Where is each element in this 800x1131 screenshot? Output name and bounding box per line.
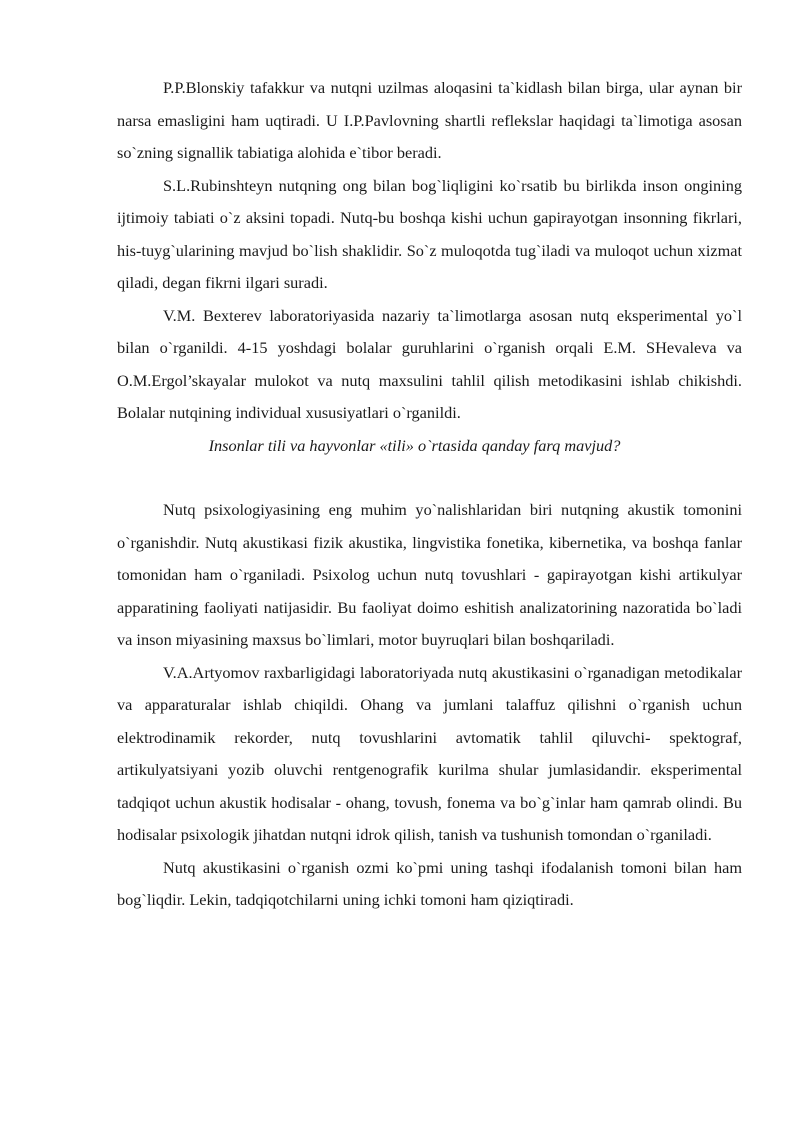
paragraph-blonskiy: P.P.Blonskiy tafakkur va nutqni uzilmas aloqasini ta`kidlash bilan birga, ular aynan bir narsa emasligini ham uqtiradi. U I.P.Pavlovning shartli reflekslar haqidagi ta`limotiga asosan so`zning signallik tabiatiga alohida e`tibor beradi.: [117, 78, 742, 162]
paragraph-artyomov: V.A.Artyomov raxbarligidagi laboratoriyada nutq akustikasini o`rganadigan metodikalar va apparaturalar ishlab chiqildi. Ohang va jumlani talaffuz qilishni o`rganish uchun elektrodinamik rekorder, nutq tovushlarini avtomatik tahlil qiluvchi- spektograf, artikulyatsiyani yozib oluvchi rentgenografik kurilma shular jumlasidandir. eksperimental tadqiqot uchun akustik hodisalar - ohang, tovush, fonema va bo`g`inlar ham qamrab olindi. Bu hodisalar psixologik jihatdan nutqni idrok qilish, tanish va tushunish tomondan o`rganiladi.: [117, 662, 742, 844]
paragraph-rubinshteyn: S.L.Rubinshteyn nutqning ong bilan bog`liqligini ko`rsatib bu birlikda inson ongining ijtimoiy tabiati o`z aksini topadi. Nutq-bu boshqa kishi uchun gapirayotgan insonning fikrlari, his-tuyg`ularining mavjud bo`lish shaklidir. So`z muloqotda tug`iladi va muloqot uchun xizmat qiladi, degan fikrni ilgari suradi.: [117, 175, 742, 292]
paragraph-ichki-tomoni: Nutq akustikasini o`rganish ozmi ko`pmi uning tashqi ifodalanish tomoni bilan ham bog`liqdir. Lekin, tadqiqotchilarni uning ichki tomoni ham qiziqtiradi.: [117, 857, 742, 909]
paragraph-bexterev: V.M. Bexterev laboratoriyasida nazariy ta`limotlarga asosan nutq eksperimental yo`l bilan o`rganildi. 4-15 yoshdagi bolalar guruhlarini o`rganish orqali E.M. SHevaleva va O.M.Ergol’skayalar mulokot va nutq maxsulini tahlil qilish metodikasini ishlab chikishdi. Bolalar nutqining individual xususiyatlari o`rganildi.: [117, 305, 742, 422]
question-heading: Insonlar tili va hayvonlar «tili» o`rtasida qanday farq mavjud?: [208, 435, 621, 455]
paragraph-akustik: Nutq psixologiyasining eng muhim yo`nalishlaridan biri nutqning akustik tomonini o`rganishdir. Nutq akustikasi fizik akustika, lingvistika fonetika, kibernetika, va boshqa fanlar tomonidan ham o`rganiladi. Psixolog uchun nutq tovushlari - gapirayotgan kishi artikulyar apparatining faoliyati natijasidir. Bu faoliyat doimo eshitish analizatorining nazoratida bo`ladi va inson miyasining maxsus bo`limlari, motor buyruqlari bilan boshqariladi.: [117, 500, 742, 649]
document-body: [117, 72, 742, 917]
